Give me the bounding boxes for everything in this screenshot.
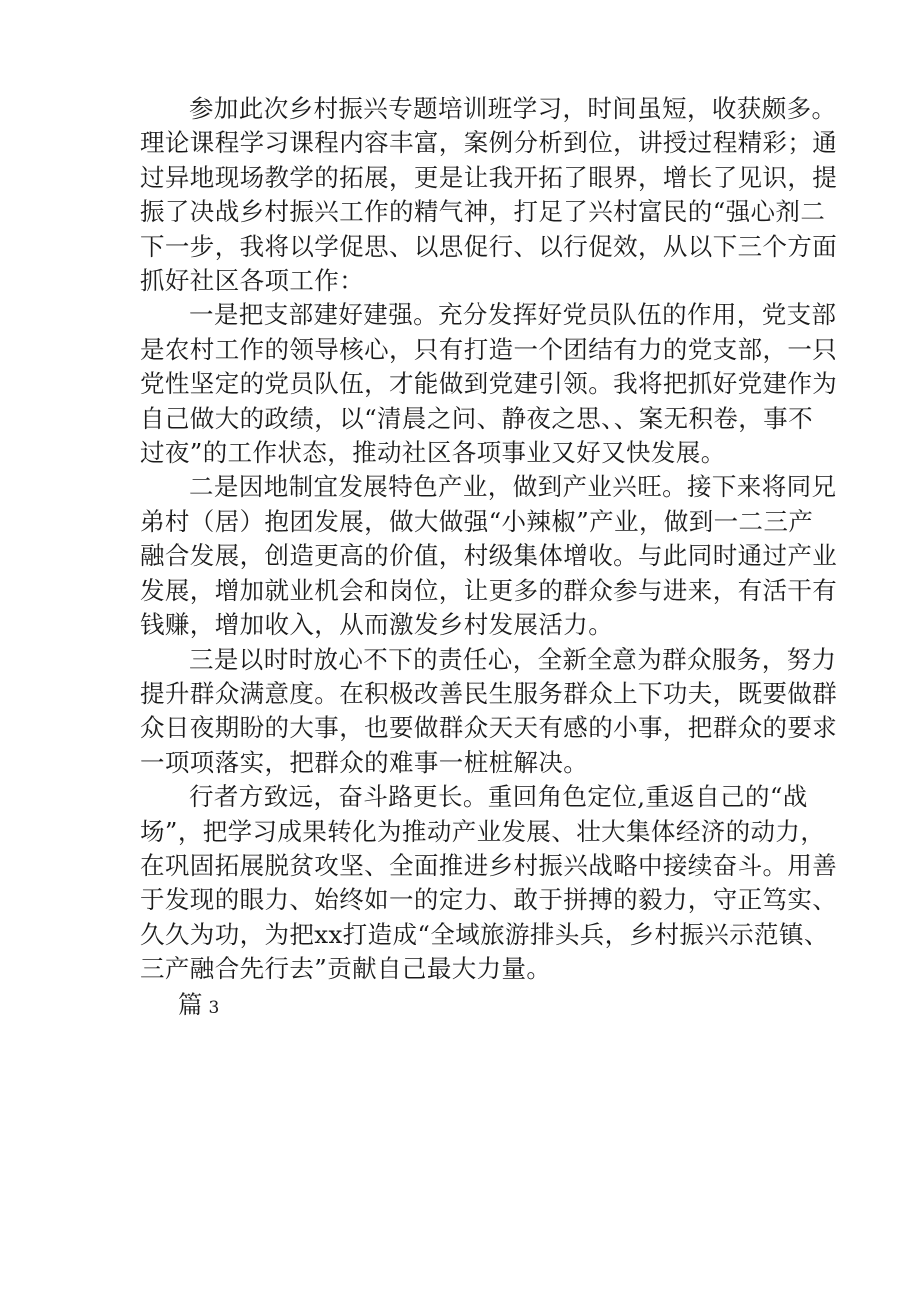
- section-number: 3: [208, 997, 220, 1018]
- text-line: 融合发展，创造更高的价值，村级集体增收。与此同时通过产业: [140, 541, 838, 571]
- document-body: [140, 92, 838, 1025]
- text-line: 三是以时时放心不下的责任心，全新全意为群众服务，努力: [189, 644, 837, 674]
- paragraph-5: [140, 780, 838, 986]
- text-line: 理论课程学习课程内容丰富，案例分析到位，讲授过程精彩；通: [140, 128, 838, 158]
- section-heading: [140, 988, 800, 1025]
- text-line: 过异地现场教学的拓展，更是让我开拓了眼界，增长了见识，提: [140, 162, 838, 192]
- text-line: 钱赚，增加收入，从而激发乡村发展活力。: [140, 610, 614, 640]
- text-line: 在巩固拓展脱贫攻坚、全面推进乡村振兴战略中接续奋斗。用善: [140, 850, 838, 880]
- text-line: 场”，把学习成果转化为推动产业发展、壮大集体经济的动力，: [140, 816, 826, 846]
- text-line: 弟村（居）抱团发展，做大做强“小辣椒”产业，做到一二三产: [140, 506, 814, 536]
- text-line: 众日夜期盼的大事，也要做群众天天有感的小事，把群众的要求: [140, 713, 838, 743]
- paragraph-4: [140, 643, 838, 781]
- text-line: 是农村工作的领导核心，只有打造一个团结有力的党支部，一只: [140, 334, 838, 364]
- text-line: 行者方致远，奋斗路更长。重回角色定位,重返自己的“战: [189, 782, 808, 812]
- text-line: 于发现的眼力、始终如一的定力、敢于拼搏的毅力，守正笃实、: [140, 885, 838, 915]
- text-line: 一是把支部建好建强。充分发挥好党员队伍的作用，党支部: [189, 300, 837, 330]
- text-line: 三产融合先行去”贡献自己最大力量。: [140, 954, 552, 984]
- paragraph-3: [140, 470, 838, 642]
- text-line: 参加此次乡村振兴专题培训班学习，时间虽短，收获颇多。: [189, 94, 837, 123]
- text-line: 过夜”的工作状态，推动社区各项事业又好又快发展。: [140, 438, 726, 468]
- text-line: 党性坚定的党员队伍，才能做到党建引领。我将把抓好党建作为: [140, 369, 838, 399]
- paragraph-1: [140, 92, 838, 298]
- text-line: 二是因地制宜发展特色产业，做到产业兴旺。接下来将同兄: [189, 472, 837, 502]
- text-line: 抓好社区各项工作：: [140, 266, 365, 296]
- text-line: 下一步，我将以学促思、以思促行、以行促效，从以下三个方面: [140, 231, 838, 261]
- paragraph-2: [140, 298, 838, 470]
- text-line: 振了决战乡村振兴工作的精气神，打足了兴村富民的“强心剂二: [140, 197, 826, 227]
- text-line: 自己做大的政绩，以“清晨之问、静夜之思、、案无积卷，事不: [140, 403, 813, 433]
- text-line: 提升群众满意度。在积极改善民生服务群众上下功夫，既要做群: [140, 678, 838, 708]
- text-line: 久久为功，为把xx打造成“全域旅游排头兵，乡村振兴示范镇、: [140, 919, 829, 949]
- text-line: 发展，增加就业机会和岗位，让更多的群众参与进来，有活干有: [140, 575, 838, 605]
- text-line: 一项项落实，把群众的难事一桩桩解决。: [140, 747, 589, 777]
- section-label-text: 篇: [178, 989, 203, 1019]
